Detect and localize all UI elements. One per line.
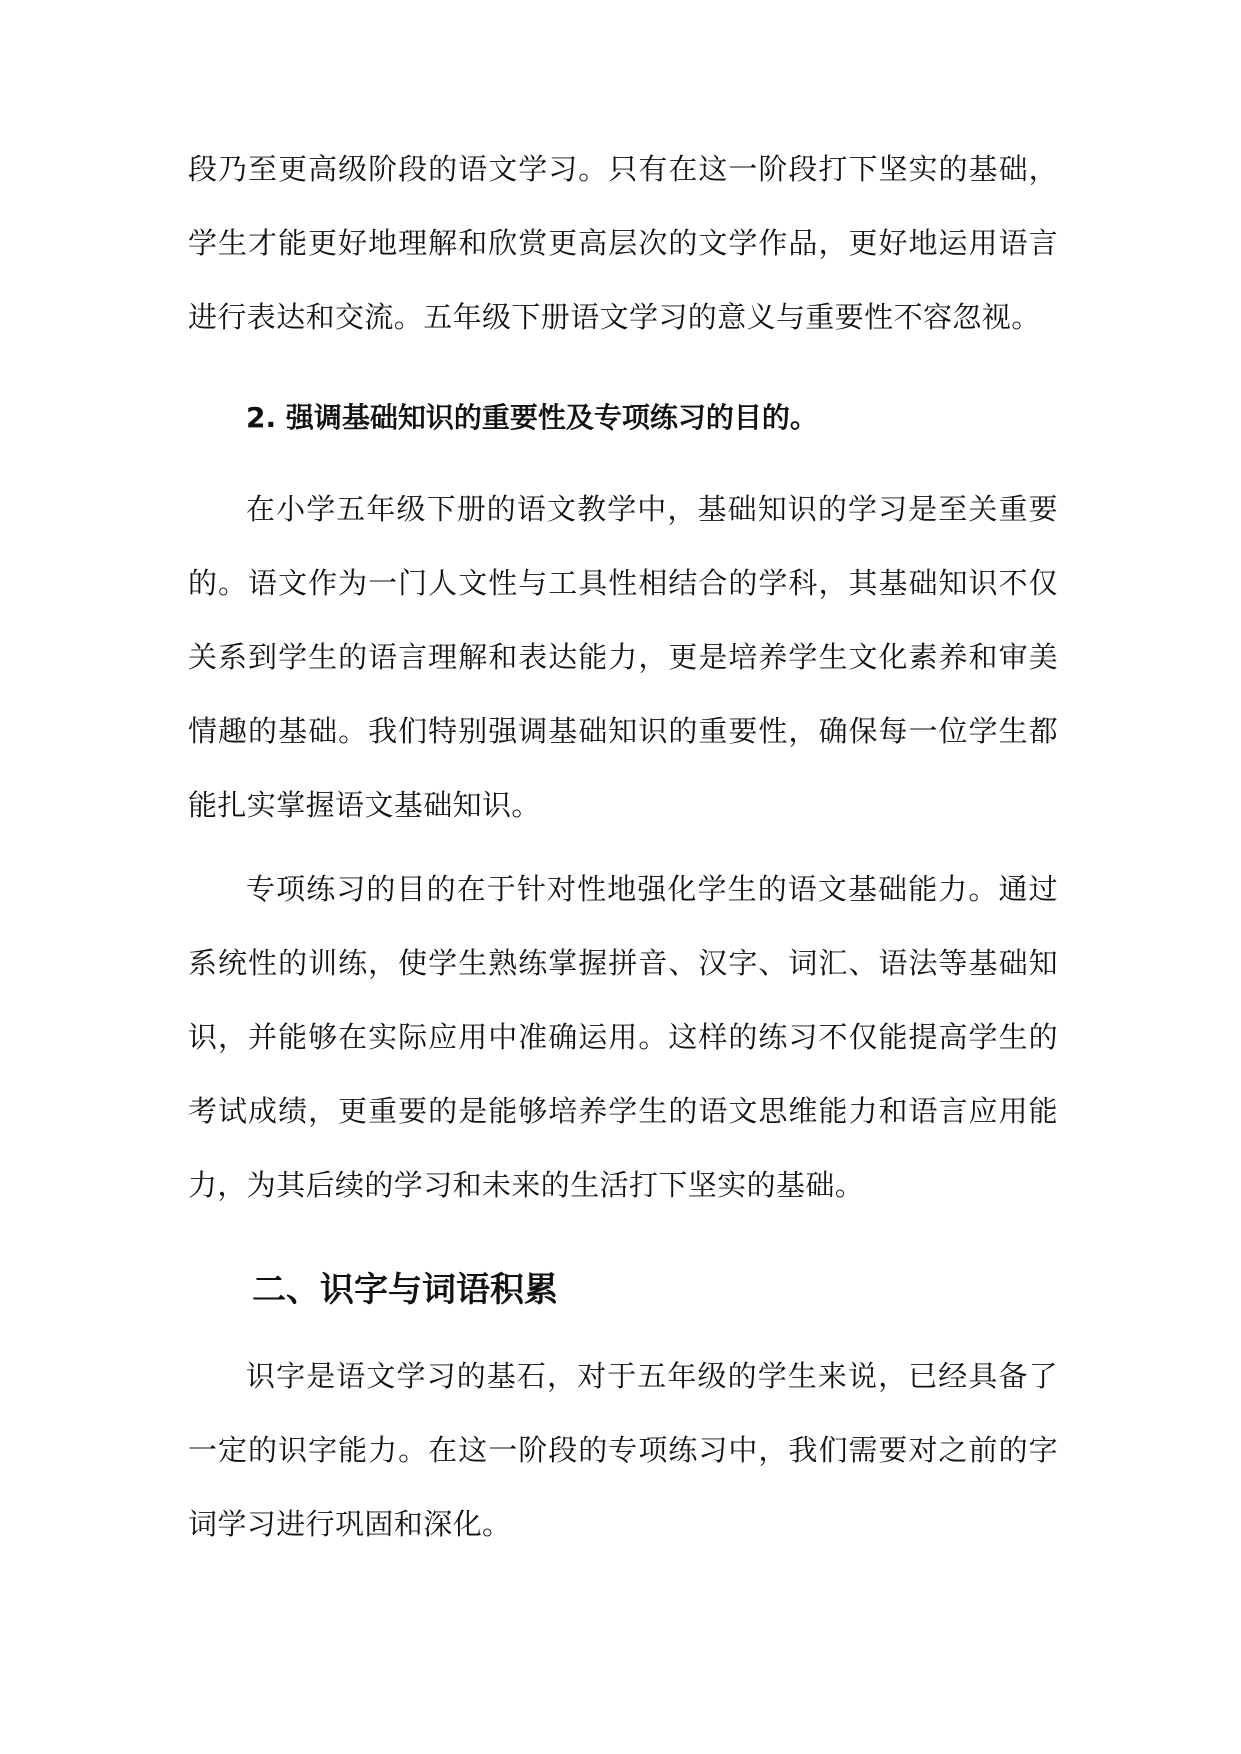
- section-heading-literacy: 二、识字与词语积累: [252, 1270, 558, 1310]
- paragraph-basics: 在小学五年级下册的语文教学中，基础知识的学习是至关重要的。语文作为一门人文性与工具性相结合的学科，其基础知识不仅关系到学生的语言理解和表达能力，更是培养学生文化素养和审美情趣的基础。我们特别强调基础知识的重要性，确保每一位学生都能扎实掌握语文基础知识。: [188, 492, 1058, 822]
- paragraph-continuation: 段乃至更高级阶段的语文学习。只有在这一阶段打下坚实的基础，学生才能更好地理解和欣赏更高层次的文学作品，更好地运用语言进行表达和交流。五年级下册语文学习的意义与重要性不容忽视。: [188, 152, 1058, 334]
- paragraph-literacy: 识字是语文学习的基石，对于五年级的学生来说，已经具备了一定的识字能力。在这一阶段的专项练习中，我们需要对之前的字词学习进行巩固和深化。: [188, 1359, 1058, 1541]
- paragraph-practice-purpose: 专项练习的目的在于针对性地强化学生的语文基础能力。通过系统性的训练，使学生熟练掌握拼音、汉字、词汇、语法等基础知识，并能够在实际应用中准确运用。这样的练习不仅能提高学生的考试成绩，更重要的是能够培养学生的语文思维能力和语言应用能力，为其后续的学习和未来的生活打下坚实的基础。: [188, 872, 1058, 1202]
- subheading-basics-importance: 2. 强调基础知识的重要性及专项练习的目的。: [246, 401, 818, 434]
